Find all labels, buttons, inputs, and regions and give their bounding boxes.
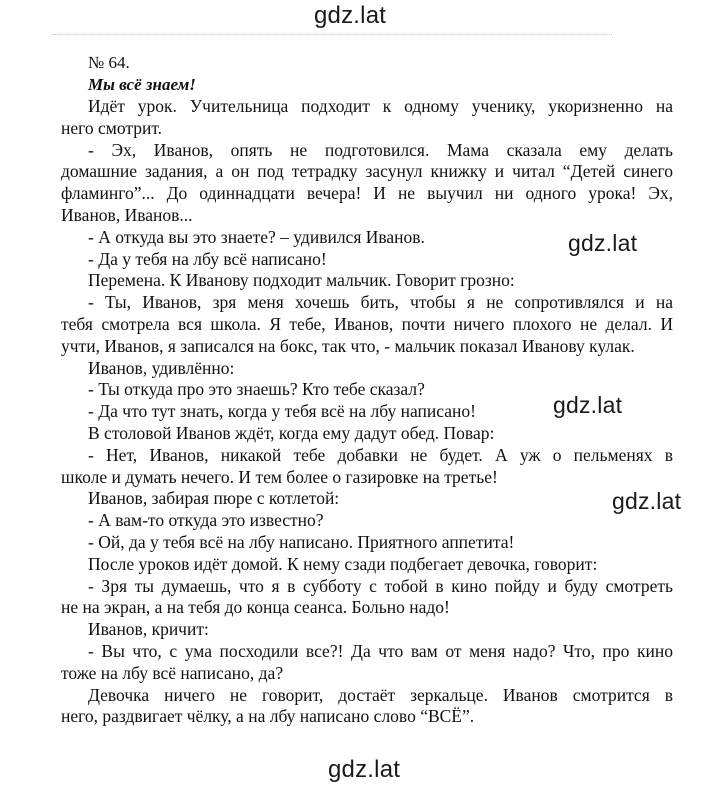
story-title: Мы всё знаем! — [88, 75, 196, 94]
watermark-mid-3: gdz.lat — [612, 488, 682, 514]
text-line: Идёт урок. Учительница подходит к одному ученику, укоризненно на — [88, 96, 673, 116]
text-line: - Зря ты думаешь, что я в субботу с тобой в кино пойду и буду смотреть — [88, 575, 673, 596]
text-line: После уроков идёт домой. К нему сзади подбегает девочка, говорит: — [88, 553, 598, 574]
text-line: - Да что тут знать, когда у тебя всё на лбу написано! — [88, 401, 476, 422]
text-line: школе и думать нечего. И тем более о газировке на третье! — [61, 466, 498, 487]
text-line: Иванов, Иванов... — [61, 204, 193, 225]
text-line: него, раздвигает чёлку, а на лбу написано слово “ВСЁ”. — [61, 706, 475, 727]
text-line: Иванов, забирая пюре с котлетой: — [88, 488, 340, 509]
text-line: тебя смотрела вся школа. Я тебе, Иванов, почти ничего плохого не делал. И — [61, 313, 673, 334]
text-line: - Ты, Иванов, зря меня хочешь бить, чтобы я не сопротивлялся и на — [88, 292, 673, 313]
text-line: Перемена. К Иванову подходит мальчик. Говорит грозно: — [88, 270, 515, 291]
watermark-mid-2: gdz.lat — [553, 392, 623, 418]
text-line: Девочка ничего не говорит, достаёт зеркальце. Иванов смотрится в — [88, 684, 673, 705]
watermark-bottom: gdz.lat — [328, 756, 401, 783]
text-line: Иванов, удивлённо: — [88, 357, 235, 378]
watermark-mid-1: gdz.lat — [568, 230, 638, 256]
text-line: Иванов, кричит: — [88, 619, 209, 640]
text-line: - Вы что, с ума посходили все?! Да что вам от меня надо? Что, про кино — [88, 640, 673, 661]
document-page — [61, 52, 700, 728]
text-line: домашние задания, а он под тетрадку засунул книжку и читал “Детей синего — [61, 161, 673, 182]
text-line: - Ты откуда про это знаешь? Кто тебе сказал? — [88, 379, 425, 400]
text-line: - А откуда вы это знаете? – удивился Иванов. — [88, 226, 425, 247]
text-line: В столовой Иванов ждёт, когда ему дадут обед. Повар: — [88, 422, 495, 443]
text-line: - Да у тебя на лбу всё написано! — [88, 248, 327, 269]
text-line: - Нет, Иванов, никакой тебе добавки не будет. А уж о пельменях в — [88, 444, 673, 465]
text-line: тоже на лбу всё написано, да? — [61, 662, 284, 683]
text-line: не на экран, а на тебя до конца сеанса. Больно надо! — [61, 597, 450, 618]
text-line: учти, Иванов, я записался на бокс, так что, - мальчик показал Иванову кулак. — [61, 335, 635, 356]
text-line: него смотрит. — [61, 117, 163, 138]
scan-artifact-line — [52, 34, 612, 35]
text-line: - А вам-то откуда это известно? — [88, 510, 324, 531]
text-line: - Ой, да у тебя всё на лбу написано. Приятного аппетита! — [88, 531, 515, 552]
text-line: - Эх, Иванов, опять не подготовился. Мама сказала ему делать — [88, 139, 673, 160]
watermark-top: gdz.lat — [314, 2, 387, 29]
task-number: № 64. — [88, 53, 130, 72]
text-line: фламинго”... До одиннадцати вечера! И не выучил ни одного урока! Эх, — [61, 183, 673, 204]
